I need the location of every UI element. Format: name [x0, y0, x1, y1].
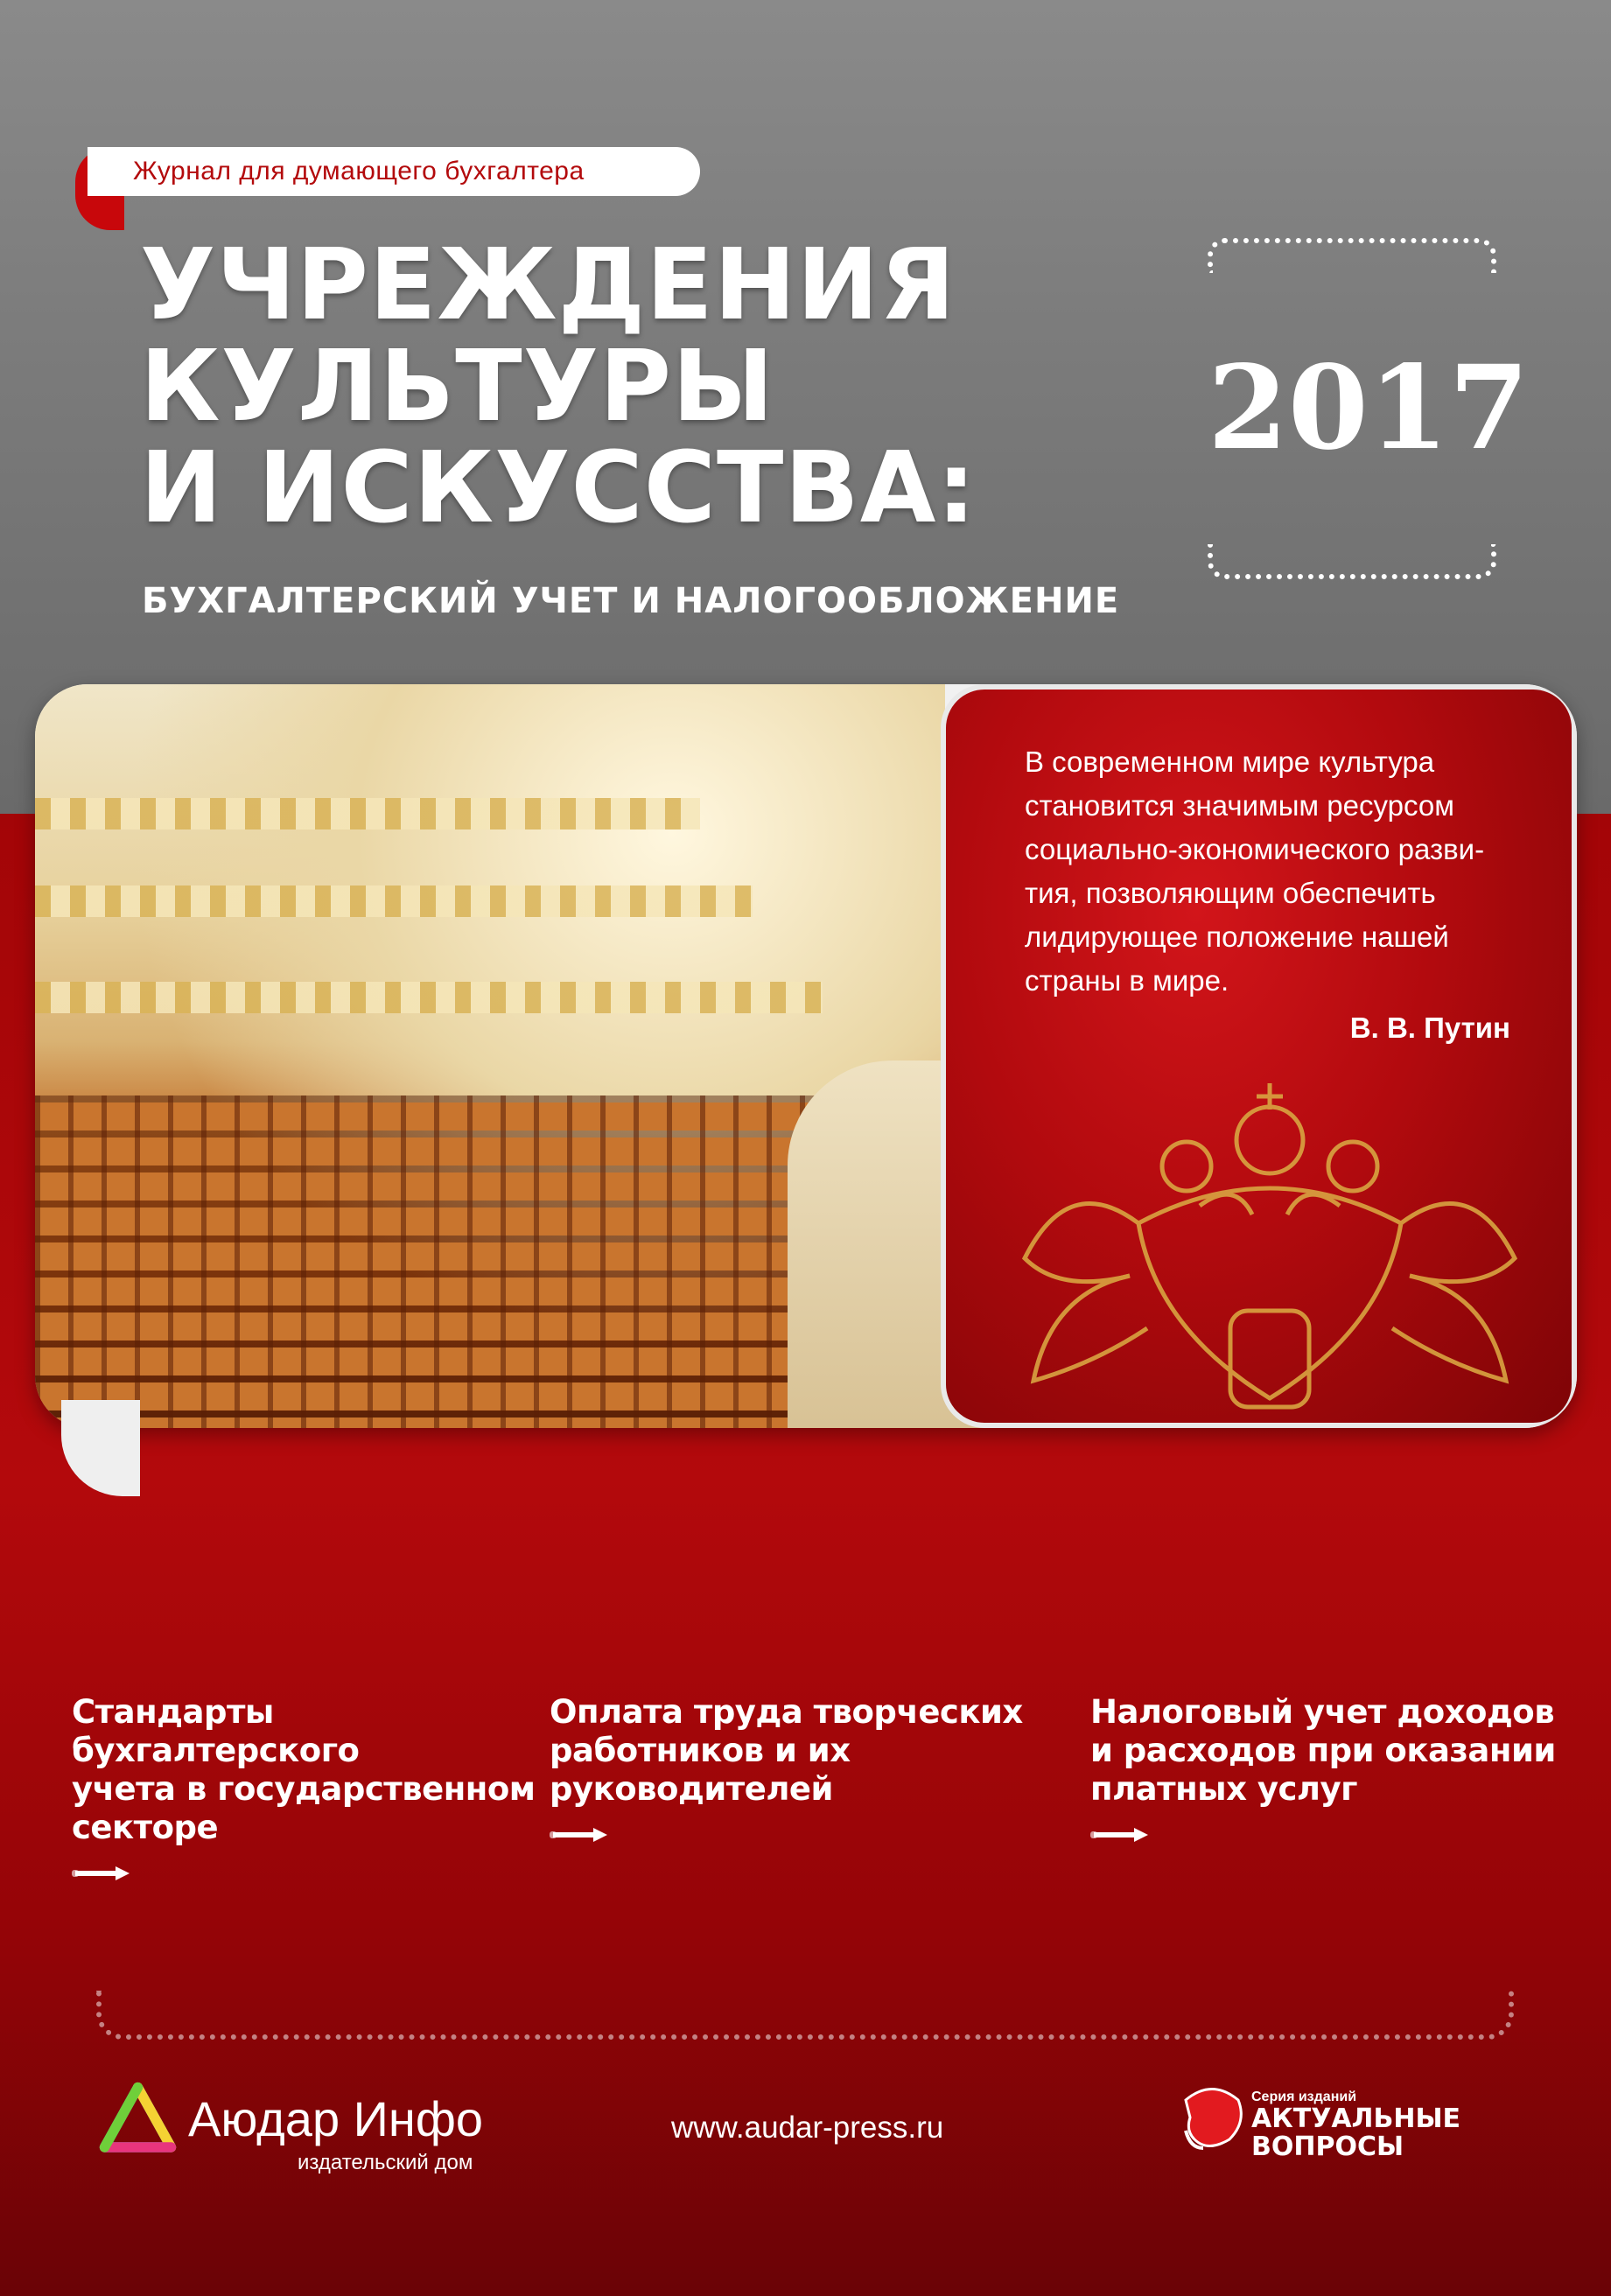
arrow-right-icon [72, 1865, 133, 1882]
series-title-line: ВОПРОСЫ [1251, 2132, 1404, 2162]
title-line-3: И ИСКУССТВА: [140, 431, 977, 545]
series-title [1251, 2105, 1460, 2161]
quote-text [1025, 740, 1550, 1003]
feature-panel [35, 684, 1577, 1428]
year-badge [1208, 238, 1530, 579]
tagline: Журнал для думающего бухгалтера [88, 147, 700, 196]
auditorium-seats [35, 1096, 823, 1428]
balcony-tier [35, 798, 700, 830]
title-line-2: КУЛЬТУРЫ [140, 330, 775, 444]
article-line: Оплата труда творческих [550, 1693, 1023, 1731]
quote-line: становится значимым ресурсом [1025, 789, 1454, 822]
article-line: секторе [72, 1809, 219, 1846]
article-teaser-2[interactable] [550, 1693, 1083, 1844]
website-link[interactable]: www.audar-press.ru [671, 2110, 944, 2145]
year-badge-top-border [1208, 238, 1496, 273]
article-line: и расходов при оказании [1090, 1732, 1556, 1769]
dotted-separator [96, 1991, 1514, 2040]
article-teaser-3[interactable] [1090, 1693, 1563, 1844]
arrow-right-icon [1090, 1826, 1152, 1844]
quote-author: В. В. Путин [1349, 1012, 1510, 1044]
quote-line: страны в мире. [1025, 964, 1229, 997]
publisher-subtitle: издательский дом [298, 2151, 473, 2174]
series-label: Серия изданий [1251, 2090, 1357, 2104]
magazine-title [140, 228, 1103, 545]
magazine-subtitle: БУХГАЛТЕРСКИЙ УЧЕТ И НАЛОГООБЛОЖЕНИЕ [142, 581, 1120, 621]
article-line: Налоговый учет доходов [1090, 1693, 1555, 1731]
article-line: платных услуг [1090, 1770, 1357, 1808]
year-badge-bottom-border [1208, 544, 1496, 579]
arrow-right-icon [550, 1826, 611, 1844]
theater-hall-photo [35, 684, 945, 1428]
title-line-1: УЧРЕЖДЕНИЯ [140, 228, 956, 342]
balcony-tier [35, 886, 753, 917]
series-logo-icon [1177, 2082, 1247, 2152]
quote-line: В современном мире культура [1025, 746, 1435, 778]
quote-line: тия, позволяющим обеспечить [1025, 877, 1436, 909]
balcony-tier [35, 982, 823, 1013]
article-line: работников и их руководителей [550, 1732, 851, 1808]
article-line: Стандарты бухгалтерского [72, 1693, 360, 1769]
coat-of-arms-icon [998, 1074, 1541, 1424]
publisher-logo-icon [96, 2081, 179, 2164]
article-teaser-1[interactable] [72, 1693, 562, 1882]
quote-box [941, 684, 1577, 1428]
quote-line: социально-экономического разви- [1025, 833, 1485, 865]
article-line: учета в государственном [72, 1770, 536, 1808]
series-title-line: АКТУАЛЬНЫЕ [1251, 2104, 1461, 2134]
publisher-name: Аюдар Инфо [188, 2091, 484, 2146]
year: 2017 [1208, 340, 1530, 476]
quote-line: лидирующее положение нашей [1025, 920, 1449, 953]
